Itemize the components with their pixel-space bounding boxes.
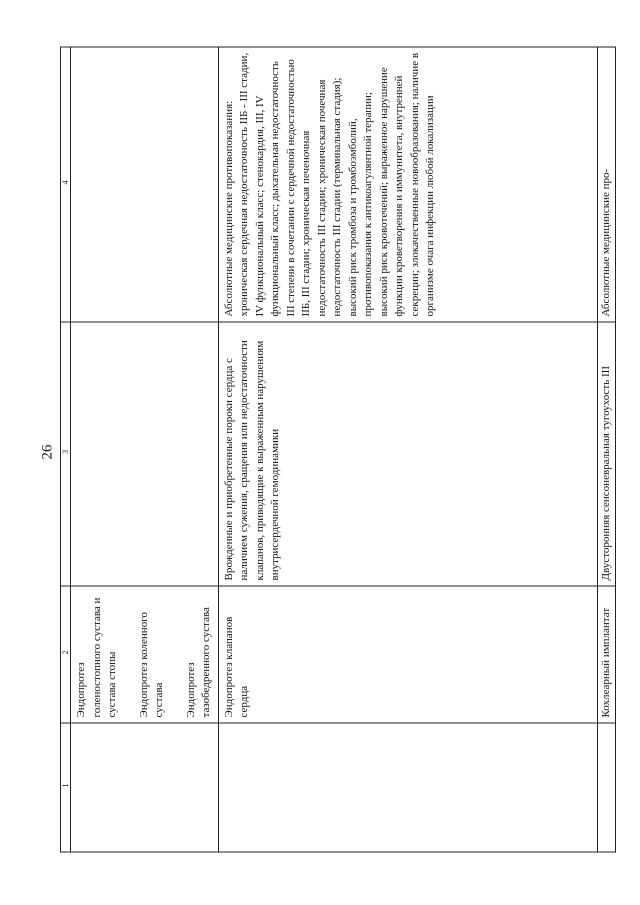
rotated-page-content [60, 48, 612, 853]
table-row [218, 47, 597, 852]
column-number-3: 3 [61, 322, 71, 586]
implant-hip: Эндопротез тазобедренного сустава [184, 607, 212, 718]
indications-table [60, 47, 616, 853]
row1-col1 [71, 723, 219, 852]
row3-col4-contraindications: Абсолютные медицинские про- [597, 47, 616, 322]
row2-col1 [218, 723, 597, 852]
row2-col4-contraindications: Абсолютные медицинские противопоказания: хроническая сердечная недостаточность IIБ - III стадии, IV функциональный класс; стенокардия, III, IV функциональный класс; дыхательная недостаточность III степени в сочетании с сердечной недостаточностью IIБ, III стадии; хроническая печеночная недостаточность III стадии; хроническая почечная недостаточность III стадии (терминальная стадия); высокий риск тромбоза и тромбоэмболий, противопоказания к антикоагулянтной терапии; высокий риск кровотечений; выраженное нарушение функции кроветворения и иммунитета, внутренней секреции; злокачественные новообразования; наличие в организме очага инфекции любой локализации [218, 47, 597, 322]
column-number-4: 4 [61, 47, 71, 322]
row3-col2-implant: Кохлеарный имплантат [597, 586, 616, 723]
row2-col2-implant: Эндопротез клапанов сердца [218, 586, 597, 723]
table-row [71, 47, 219, 852]
row1-col2-implants [71, 586, 219, 723]
column-number-row [61, 47, 71, 852]
implant-knee: Эндопротез коленного сустава [137, 612, 165, 718]
row2-col3-indications: Врожденные и приобретенные пороки сердца с наличием сужения, сращения или недостаточности клапанов, приводящие к выраженным нарушениям внутрисердечной гемодинамики [218, 322, 597, 586]
column-number-1: 1 [61, 723, 71, 852]
table-row [597, 47, 616, 852]
row1-col3 [71, 322, 219, 586]
row3-col3-indications: Двусторонняя сенсоневральная тугоухость III [597, 322, 616, 586]
page-number: 26 [39, 444, 56, 460]
column-number-2: 2 [61, 586, 71, 723]
row3-col1 [597, 723, 616, 852]
implant-ankle: Эндопротез голеностопного сустава и сустава стопы [75, 597, 118, 718]
row1-col4 [71, 47, 219, 322]
